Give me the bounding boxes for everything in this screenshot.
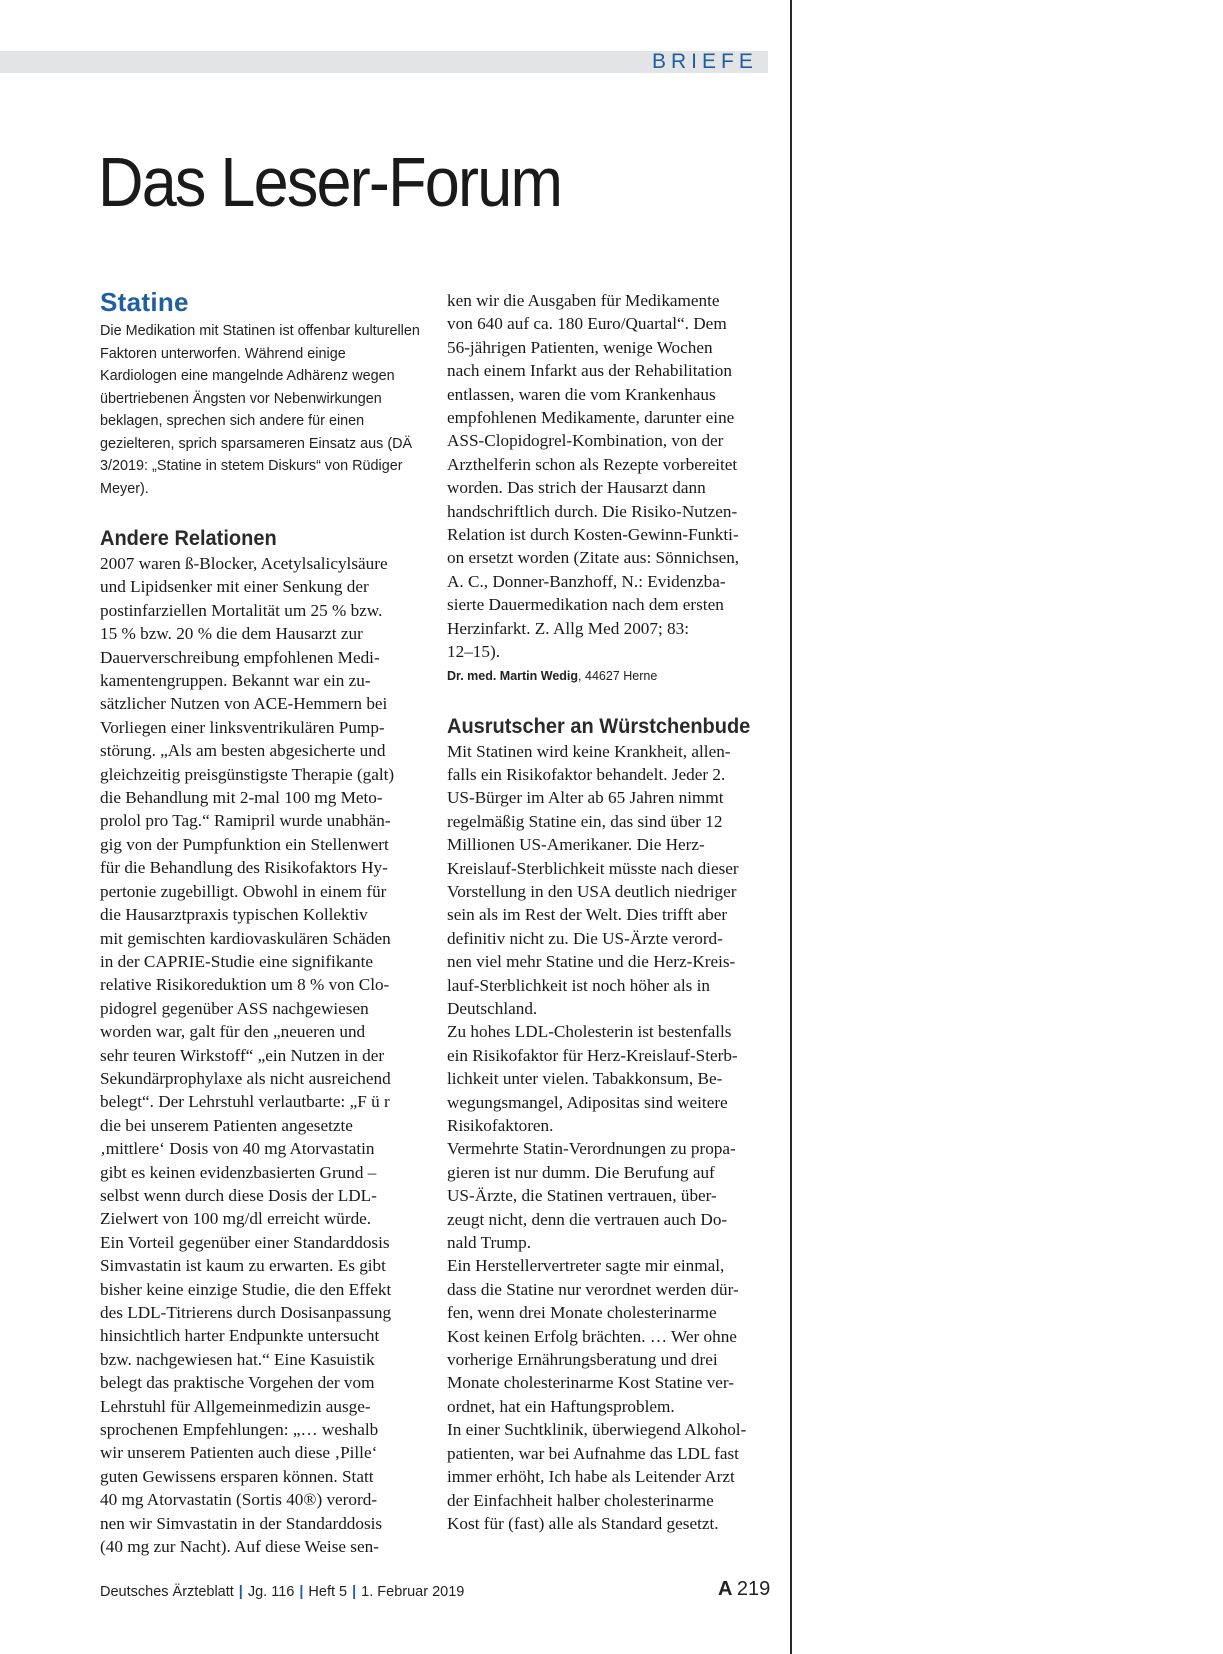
letter-body: Mit Statinen wird keine Krankheit, allen- falls ein Risikofaktor behandelt. Jeder 2. US-Bürger im Alter ab 65 Jahren nimmt regelmäßig Statine ein, das sind über 12 Millionen US-Amerikaner. Die Herz- Kreislauf-Sterblichkeit müsste nach dieser Vorstellung in den USA deutlich niedriger sein als im Rest der Welt. Dies trifft aber definitiv nicht zu. Die US-Ärzte verord- nen viel mehr Statine und die Herz-Kreis- lauf-Sterblichkeit ist noch höher als in Deutschland. Zu hohes LDL-Cholesterin ist bestenfalls ein Risikofaktor für Herz-Kreislauf-Sterb- lichkeit unter vielen. Tabakkonsum, Be- wegungsmangel, Adipositas sind weitere Risikofaktoren. Vermehrte Statin-Verordnungen zu propa- gieren ist nur dumm. Die Berufung auf US-Ärzte, die Statinen vertrauen, über- zeugt nicht, denn die vertrauen auch Do- nald Trump. Ein Herstellervertreter sagte mir einmal, dass die Statine nur verordnet werden dür- fen, wenn drei Monate cholesterinarme Kost keinen Erfolg brächten. … Wer ohne vorherige Ernährungsberatung und drei Monate cholesterinarme Kost Statine ver- ordnet, hat ein Haftungsproblem. In einer Suchtklinik, überwiegend Alkohol- patienten, war bei Aufnahme das LDL fast immer erhöht, Ich habe als Leitender Arzt der Einfachheit halber cholesterinarme Kost für (fast) alle als Standard gesetzt. <box>447 741 747 1533</box>
journal-issue: Heft 5 <box>308 1584 348 1600</box>
letter-body-continued: ken wir die Ausgaben für Medikamente von 640 auf ca. 180 Euro/Quartal“. Dem 56-jährigen Patienten, wenige Wochen nach einem Infarkt aus der Rehabilitation entlassen, waren die vom Krankenhaus empfohlenen Medikamente, darunter eine ASS-Clopidogrel-Kombination, von der Arzthelferin schon als Rezepte vorbereitet worden. Das strich der Hausarzt dann handschriftlich durch. Die Risiko-Nutzen- Relation ist durch Kosten-Gewinn-Funkti- on ersetzt worden (Zitate aus: Sönnichsen, A. C., Donner-Banzhoff, N.: Evidenzba- sierte Dauermedikation nach dem ersten Herzinfarkt. Z. Allg Med 2007; 83: 12–15). <box>447 291 740 662</box>
page-number-value: 219 <box>736 1578 771 1600</box>
section-title: Statine <box>100 287 189 317</box>
page-title: Das Leser-Forum <box>98 143 562 221</box>
footer-separator: | <box>299 1584 304 1600</box>
page-edge-rule <box>790 0 792 1654</box>
column-right <box>447 289 777 1535</box>
author-place: , 44627 Herne <box>578 668 658 683</box>
footer-separator: | <box>238 1584 243 1600</box>
journal-date: 1. Februar 2019 <box>361 1584 465 1600</box>
journal-volume: Jg. 116 <box>247 1584 295 1600</box>
letter-author <box>447 667 777 685</box>
section-teaser: Die Medikation mit Statinen ist offenbar kulturellen Faktoren unterworfen. Während einige Kardiologen eine mangelnde Adhärenz wegen übertriebenen Ängsten vor Nebenwirkungen beklagen, sprechen sich andere für einen gezielteren, sprich sparsameren Einsatz aus (DÄ 3/2019: „Statine in stetem Diskurs“ von Rüdiger Meyer). <box>100 322 420 497</box>
column-left <box>100 286 430 1558</box>
author-name: Dr. med. Martin Wedig <box>447 668 579 683</box>
page-number-prefix: A <box>718 1578 733 1600</box>
page-number <box>718 1578 770 1601</box>
letter-body: 2007 waren ß-Blocker, Acetylsalicylsäure und Lipidsenker mit einer Senkung der postinfarziellen Mortalität um 25 % bzw. 15 % bzw. 20 % die dem Hausarzt zur Dauerverschreibung empfohlenen Medi- kamentengruppen. Bekannt war ein zu- sätzlicher Nutzen von ACE-Hemmern bei Vorliegen einer linksventrikulären Pump- störung. „Als am besten abgesicherte und gleichzeitig preisgünstigste Therapie (galt) die Behandlung mit 2-mal 100 mg Meto- prolol pro Tag.“ Ramipril wurde unabhän- gig von der Pumpfunktion ein Stellenwert für die Behandlung des Risikofaktors Hy- pertonie zugebilligt. Obwohl in einem für die Hausarztpraxis typischen Kollektiv mit gemischten kardiovaskulären Schäden in der CAPRIE-Studie eine signifikante relative Risikoreduktion um 8 % von Clo- pidogrel gegenüber ASS nachgewiesen worden war, galt für den „neueren und sehr teuren Wirkstoff“ „ein Nutzen in der Sekundärprophylaxe als nicht ausreichend belegt“. Der Lehrstuhl verlautbarte: „F ü r die bei unserem Patienten angesetzte ‚mittlere‘ Dosis von 40 mg Atorvastatin gibt es keinen evidenzbasierten Grund – selbst wenn durch diese Dosis der LDL- Zielwert von 100 mg/dl erreicht würde. Ein Vorteil gegenüber einer Standarddosis Simvastatin ist kaum zu erwarten. Es gibt bisher keine einzige Studie, die den Effekt des LDL-Titrierens durch Dosisanpassung hinsichtlich harter Endpunkte untersucht bzw. nachgewiesen hat.“ Eine Kasuistik belegt das praktische Vorgehen der vom Lehrstuhl für Allgemeinmedizin ausge- sprochenen Empfehlungen: „… weshalb wir unserem Patienten auch diese ‚Pille‘ guten Gewissens ersparen können. Statt 40 mg Atorvastatin (Sortis 40®) verord- nen wir Simvastatin in der Standarddosis (40 mg zur Nacht). Auf diese Weise sen- <box>100 554 395 1557</box>
footer-separator: | <box>352 1584 357 1600</box>
footer <box>100 1584 464 1600</box>
section-rubric: BRIEFE <box>652 50 758 73</box>
letter-heading: Ausrutscher an Würstchenbude <box>447 713 751 738</box>
journal-name: Deutsches Ärzteblatt <box>100 1584 234 1600</box>
letter-heading: Andere Relationen <box>100 526 277 550</box>
